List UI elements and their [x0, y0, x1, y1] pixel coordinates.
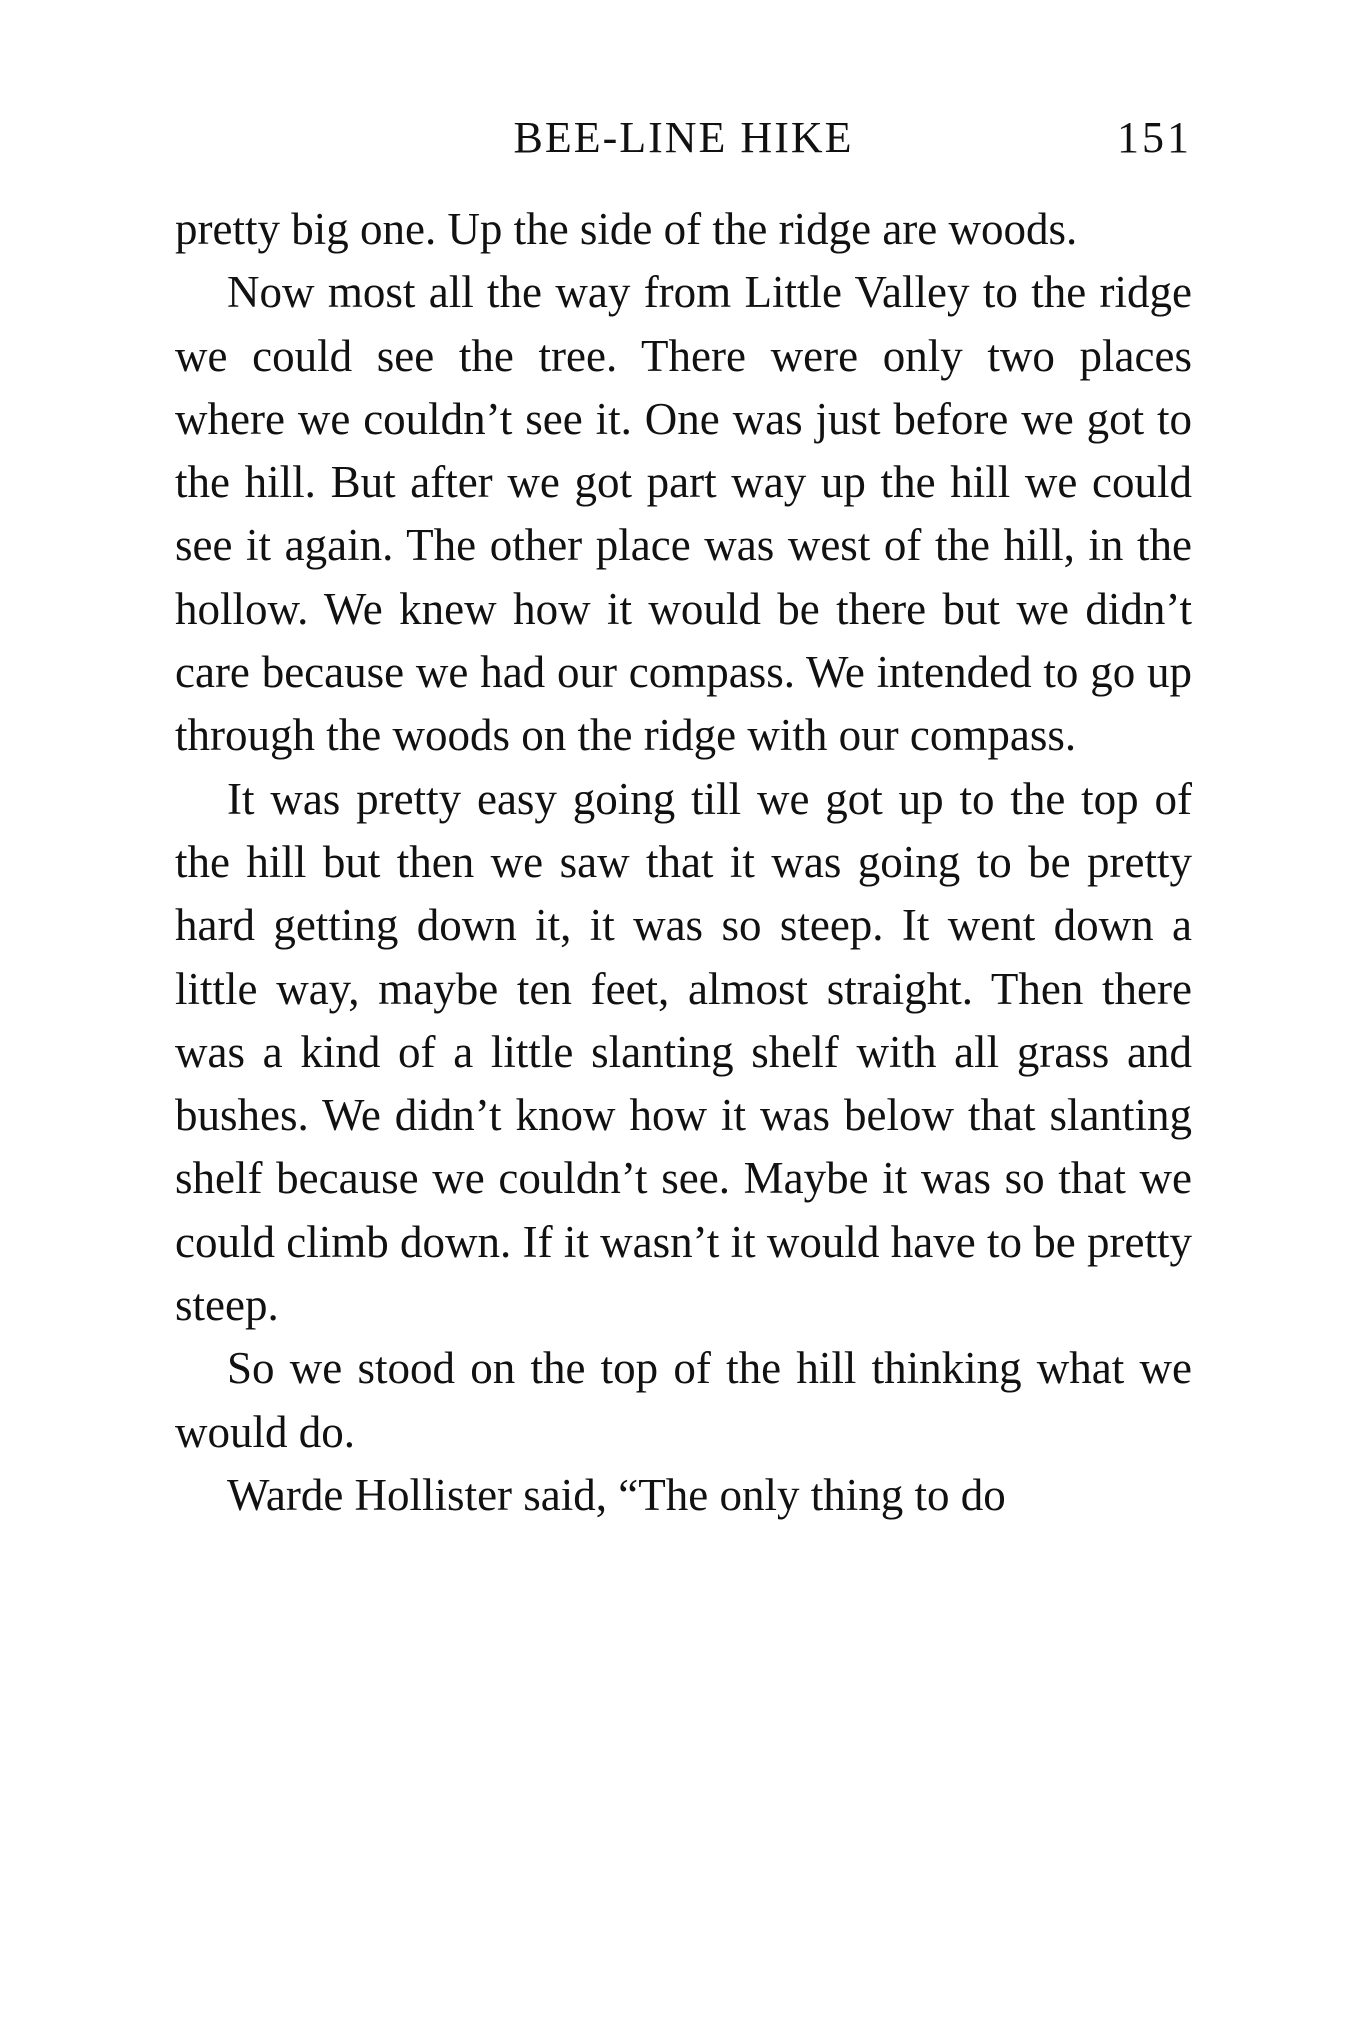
page-number: 151 [1117, 113, 1192, 162]
running-head: BEE-LINE HIKE [513, 113, 854, 162]
paragraph: So we stood on the top of the hill thinking what we would do. [175, 1343, 1192, 1457]
page-header [175, 108, 1192, 168]
paragraph: Warde Hollister said, “The only thing to do [227, 1469, 1006, 1520]
body-text [175, 198, 1192, 1527]
paragraph: It was pretty easy going till we got up to the top of the hill but then we saw that it was going to be pretty hard getting down it, it was so steep. It went down a little way, maybe ten feet, almost straight. Then there was a kind of a little slanting shelf with all grass and bushes. We didn’t know how it was below that slanting shelf because we couldn’t see. Maybe it was so that we could climb down. If it wasn’t it would have to be pretty steep. [175, 773, 1192, 1331]
paragraph-continued: pretty big one. Up the side of the ridge are woods. [175, 204, 1078, 254]
paragraph: Now most all the way from Little Valley to the ridge we could see the tree. There were only two places where we couldn’t see it. One was just before we got to the hill. But after we got part way up the hill we could see it again. The other place was west of the hill, in the hollow. We knew how it would be there but we didn’t care because we had our compass. We intended to go up through the woods on the ridge with our compass. [175, 267, 1192, 761]
